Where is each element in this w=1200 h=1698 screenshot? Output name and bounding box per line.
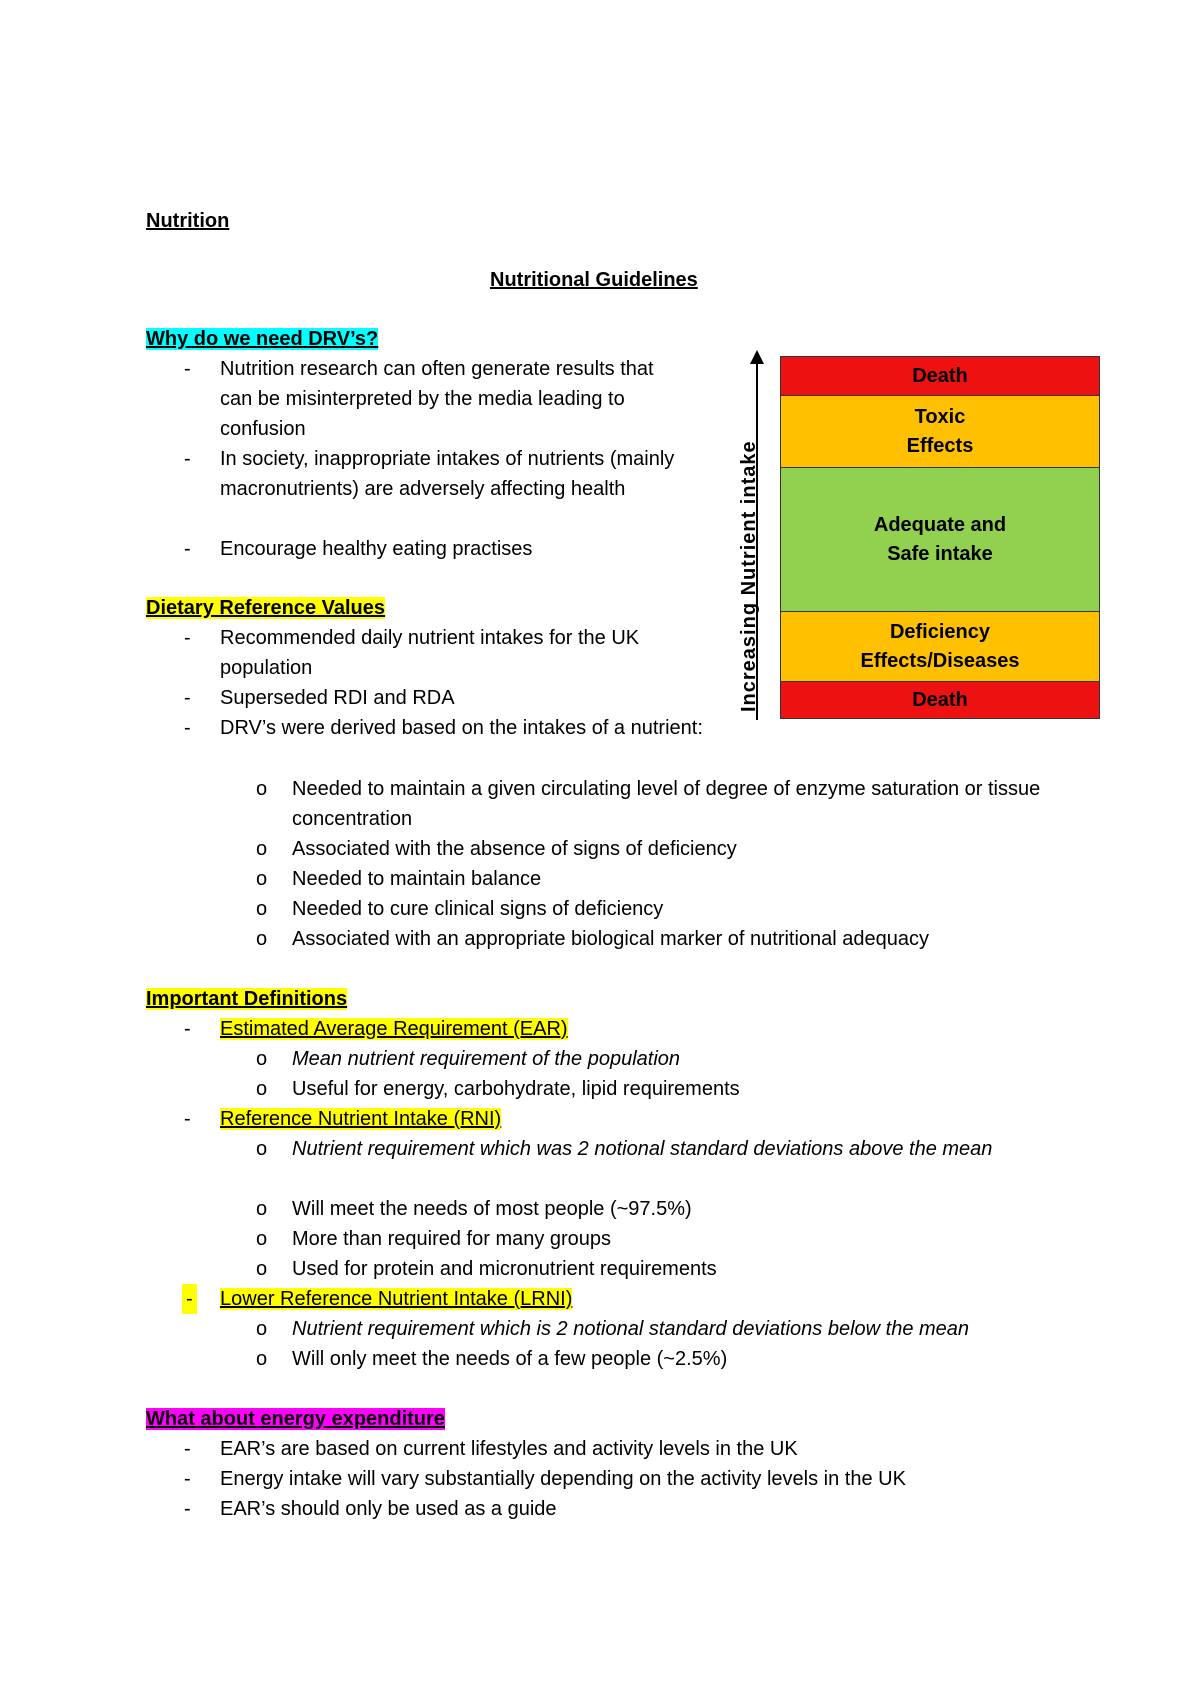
- bullet-dash: -: [184, 448, 191, 470]
- zone-label: Adequate and: [873, 513, 1007, 536]
- section-heading-definitions: Important Definitions: [146, 988, 348, 1010]
- bullet-dash: -: [184, 358, 191, 380]
- intake-diagram: [780, 356, 1100, 720]
- list-item: EAR’s should only be used as a guide: [220, 1498, 557, 1520]
- zone-label: Death: [912, 364, 968, 387]
- bullet-dash: -: [184, 1108, 191, 1130]
- list-item: Used for protein and micronutrient requirements: [292, 1258, 717, 1280]
- list-item: Encourage healthy eating practises: [220, 538, 533, 560]
- bullet-circle: o: [256, 928, 268, 950]
- zone-death-top: [780, 356, 1100, 396]
- bullet-dash: -: [182, 1284, 197, 1314]
- list-item: Mean nutrient requirement of the population: [292, 1048, 681, 1070]
- bullet-circle: o: [256, 898, 268, 920]
- definition-lrni: Lower Reference Nutrient Intake (LRNI): [220, 1288, 573, 1310]
- list-item: Will meet the needs of most people (~97.5%): [292, 1198, 692, 1220]
- section-heading-why-drv: Why do we need DRV’s?: [146, 328, 379, 350]
- list-item: Nutrient requirement which is 2 notional standard deviations below the mean: [292, 1318, 970, 1340]
- axis-label: Increasing Nutrient intake: [738, 440, 760, 712]
- bullet-circle: o: [256, 868, 268, 890]
- list-item: Needed to maintain balance: [292, 868, 542, 890]
- zone-label: Death: [912, 688, 968, 711]
- list-item: Energy intake will vary substantially depending on the activity levels in the UK: [220, 1468, 906, 1490]
- zone-label: Effects/Diseases: [860, 649, 1020, 672]
- list-item: Needed to maintain a given circulating level of degree of enzyme saturation or tissue concentration: [292, 778, 1041, 830]
- zone-label: Toxic: [914, 405, 966, 428]
- bullet-circle: o: [256, 1138, 268, 1160]
- zone-label: Safe intake: [887, 542, 993, 565]
- list-item: Useful for energy, carbohydrate, lipid requirements: [292, 1078, 740, 1100]
- bullet-circle: o: [256, 1048, 268, 1070]
- bullet-circle: o: [256, 838, 268, 860]
- definition-ear: Estimated Average Requirement (EAR): [220, 1018, 568, 1040]
- list-item: Will only meet the needs of a few people (~2.5%): [292, 1348, 728, 1370]
- bullet-dash: -: [184, 1018, 191, 1040]
- bullet-dash: -: [184, 687, 191, 709]
- list-item: Associated with the absence of signs of deficiency: [292, 838, 737, 860]
- zone-toxic: [780, 395, 1100, 468]
- list-item: In society, inappropriate intakes of nutrients (mainly macronutrients) are adversely affecting health: [220, 448, 675, 500]
- bullet-dash: -: [184, 717, 191, 739]
- zone-death-bottom: [780, 681, 1100, 719]
- zone-label: Effects: [906, 434, 974, 457]
- bullet-circle: o: [256, 1318, 268, 1340]
- bullet-circle: o: [256, 778, 268, 800]
- bullet-circle: o: [256, 1078, 268, 1100]
- list-item: Needed to cure clinical signs of deficiency: [292, 898, 664, 920]
- bullet-circle: o: [256, 1258, 268, 1280]
- list-item: Nutrition research can often generate results that can be misinterpreted by the media leading to confusion: [220, 358, 654, 440]
- bullet-dash: -: [184, 1438, 191, 1460]
- subject-heading: Nutrition: [146, 210, 230, 232]
- list-item: Nutrient requirement which was 2 notional standard deviations above the mean: [292, 1138, 993, 1160]
- bullet-circle: o: [256, 1228, 268, 1250]
- bullet-circle: o: [256, 1198, 268, 1220]
- list-item: More than required for many groups: [292, 1228, 612, 1250]
- list-item: Associated with an appropriate biological marker of nutritional adequacy: [292, 928, 930, 950]
- zone-deficiency: [780, 611, 1100, 682]
- section-heading-energy: What about energy expenditure: [146, 1408, 445, 1430]
- bullet-dash: -: [184, 1468, 191, 1490]
- bullet-dash: -: [184, 627, 191, 649]
- bullet-dash: -: [184, 538, 191, 560]
- page-title: Nutritional Guidelines: [490, 269, 698, 291]
- zone-adequate: [780, 467, 1100, 612]
- bullet-circle: o: [256, 1348, 268, 1370]
- definition-rni: Reference Nutrient Intake (RNI): [220, 1108, 502, 1130]
- list-item: Superseded RDI and RDA: [220, 687, 455, 709]
- list-item: EAR’s are based on current lifestyles and activity levels in the UK: [220, 1438, 798, 1460]
- zone-label: Deficiency: [889, 620, 991, 643]
- list-item: DRV’s were derived based on the intakes of a nutrient:: [220, 717, 703, 739]
- section-heading-drv: Dietary Reference Values: [146, 597, 386, 619]
- bullet-dash: -: [184, 1498, 191, 1520]
- list-item: Recommended daily nutrient intakes for the UK population: [220, 627, 640, 679]
